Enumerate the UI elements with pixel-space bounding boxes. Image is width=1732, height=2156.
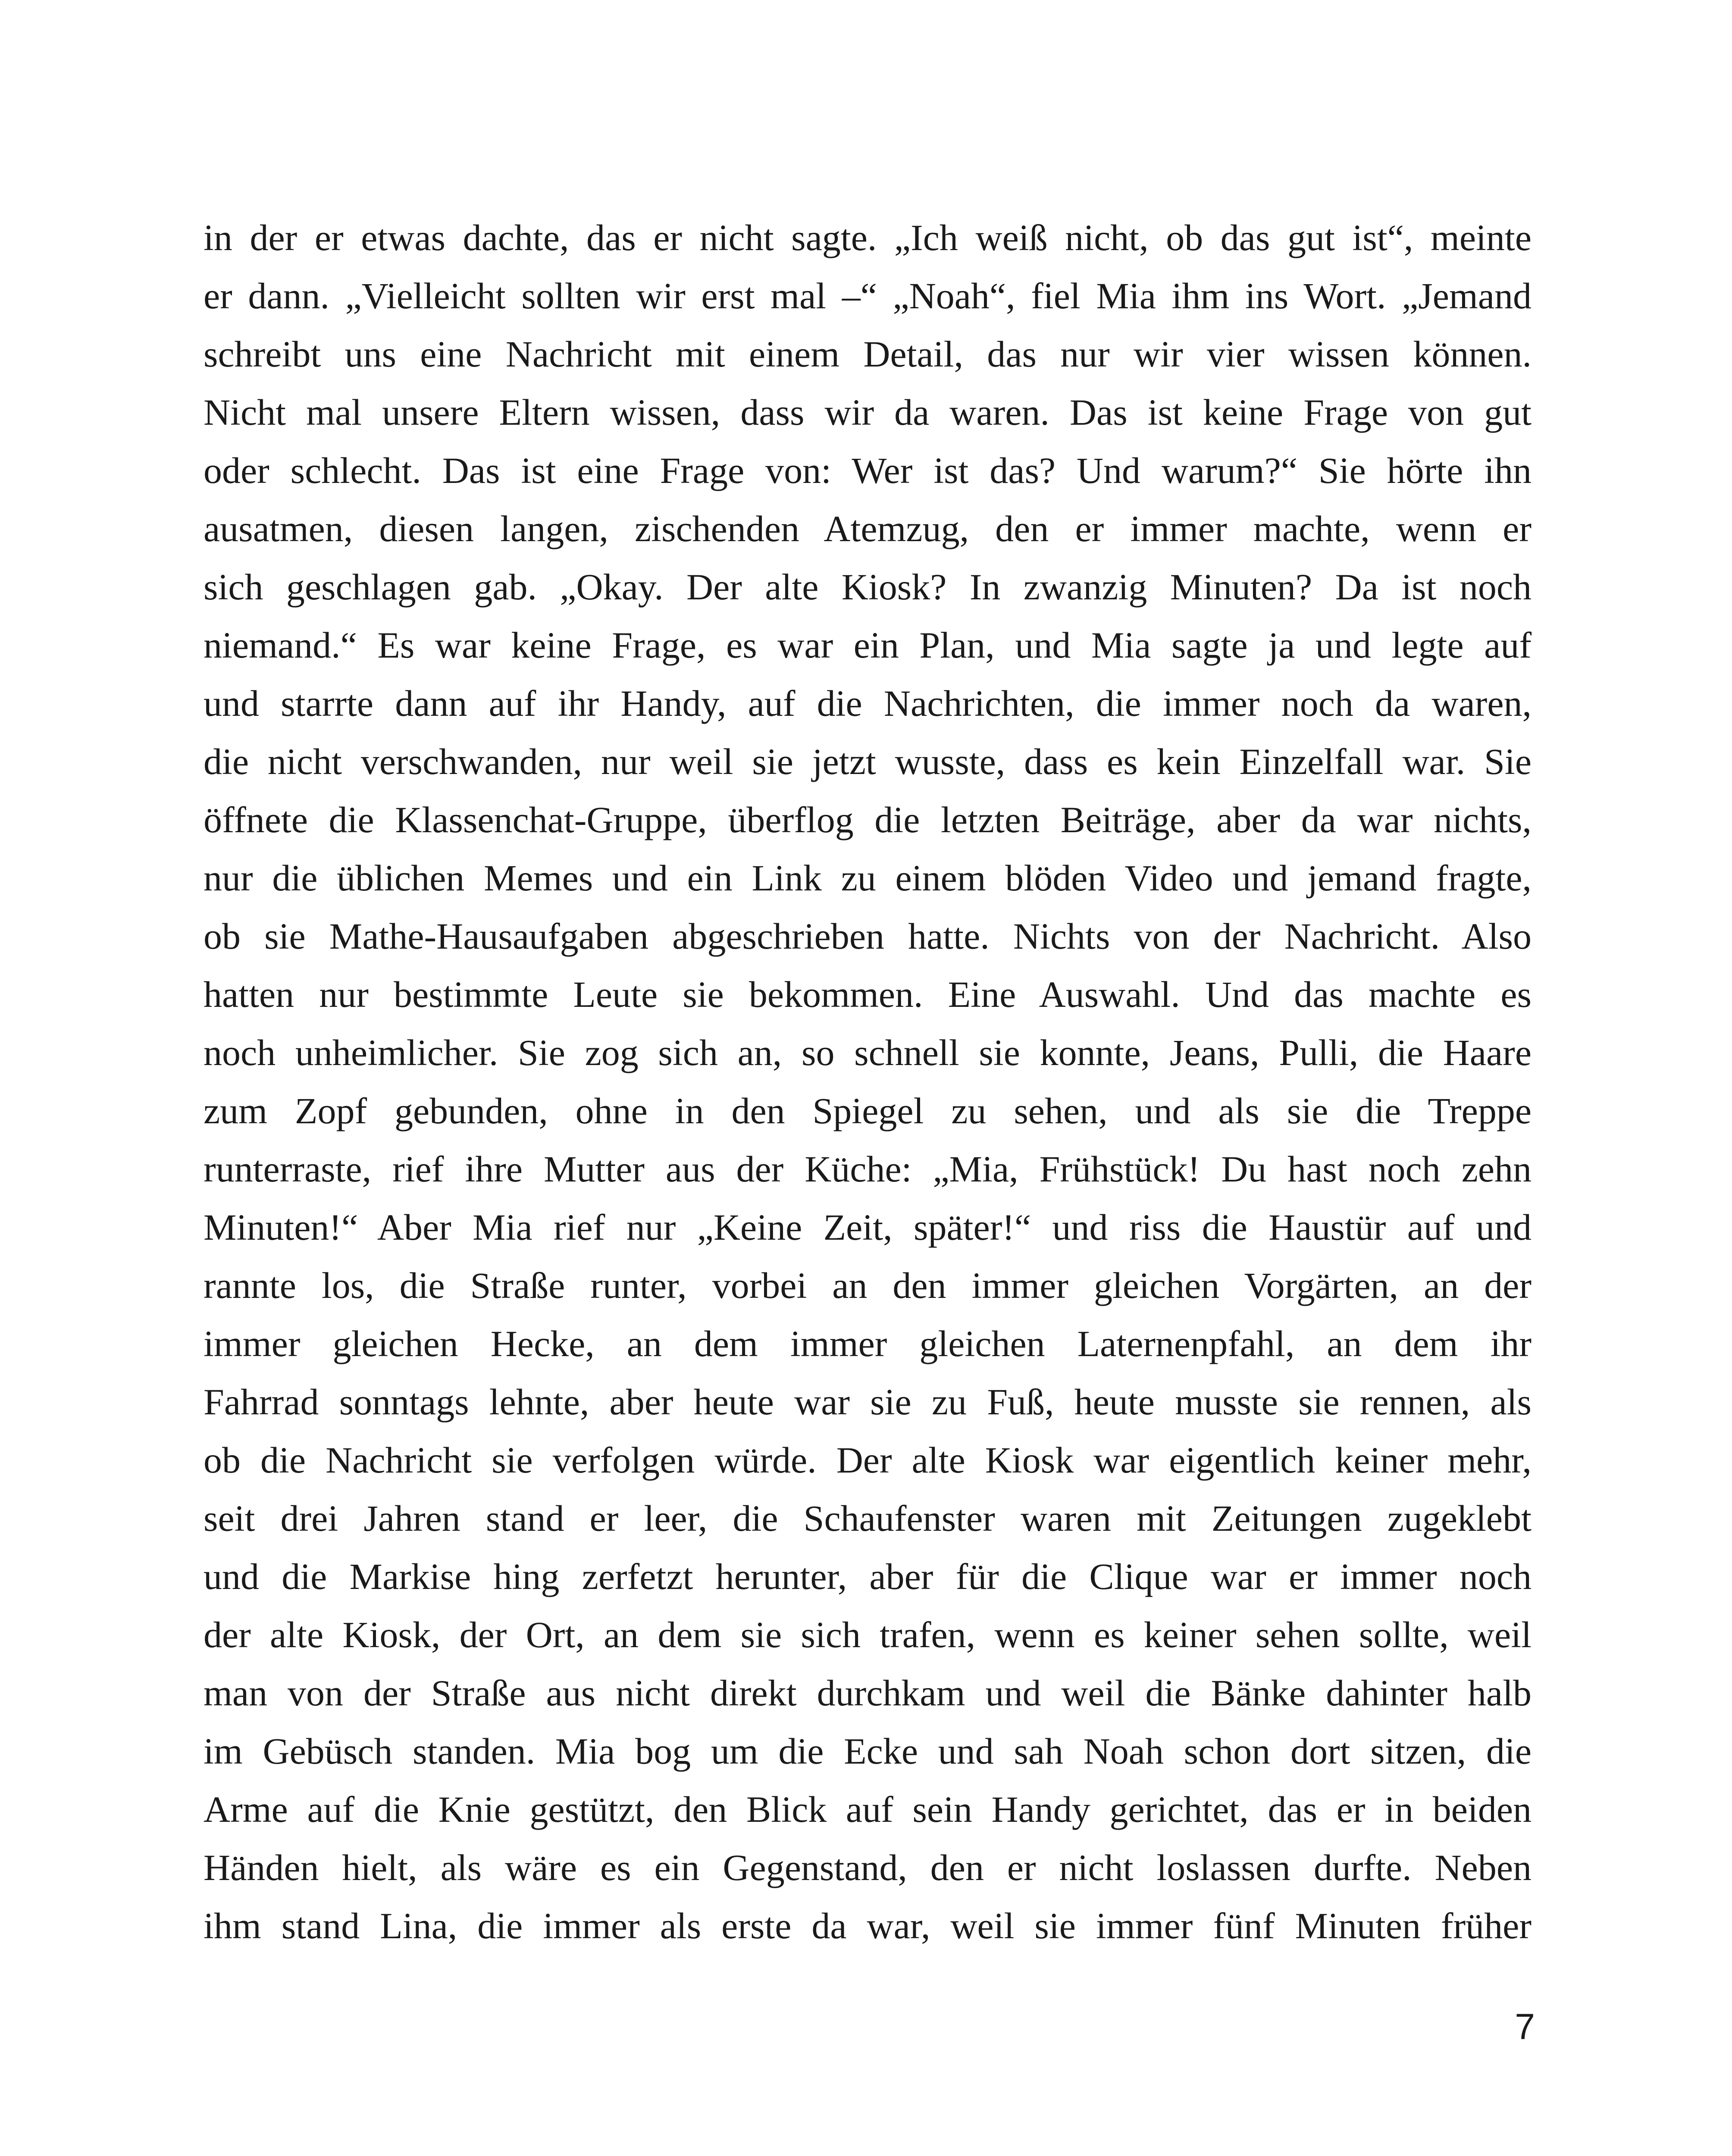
text-line: nur die üblichen Memes und ein Link zu einem blöden Video und jemand fragte,: [204, 857, 1532, 899]
text-line: der alte Kiosk, der Ort, an dem sie sich trafen, wenn es keiner sehen sollte, weil: [204, 1614, 1532, 1655]
text-line: ob sie Mathe-Hausaufgaben abgeschrieben hatte. Nichts von der Nachricht. Also: [204, 915, 1532, 957]
text-line: öffnete die Klassenchat-Gruppe, überflog die letzten Beiträge, aber da war nichts,: [204, 799, 1532, 840]
text-line: ihm stand Lina, die immer als erste da war, weil sie immer fünf Minuten früher: [204, 1905, 1532, 1946]
text-line: hatten nur bestimmte Leute sie bekommen. Eine Auswahl. Und das machte es: [204, 974, 1532, 1015]
text-line: ob die Nachricht sie verfolgen würde. Der alte Kiosk war eigentlich keiner mehr,: [204, 1439, 1532, 1481]
text-line: man von der Straße aus nicht direkt durchkam und weil die Bänke dahinter halb: [204, 1672, 1532, 1714]
text-line: Händen hielt, als wäre es ein Gegenstand, den er nicht loslassen durfte. Neben: [204, 1847, 1532, 1888]
text-line: noch unheimlicher. Sie zog sich an, so schnell sie konnte, Jeans, Pulli, die Haare: [204, 1032, 1532, 1073]
text-line: Fahrrad sonntags lehnte, aber heute war sie zu Fuß, heute musste sie rennen, als: [204, 1381, 1532, 1423]
text-line: Minuten!“ Aber Mia rief nur „Keine Zeit, später!“ und riss die Haustür auf und: [204, 1206, 1532, 1248]
text-line: die nicht verschwanden, nur weil sie jetzt wusste, dass es kein Einzelfall war. Sie: [204, 741, 1532, 782]
text-line: zum Zopf gebunden, ohne in den Spiegel zu sehen, und als sie die Treppe: [204, 1090, 1532, 1131]
text-line: Arme auf die Knie gestützt, den Blick auf sein Handy gerichtet, das er in beiden: [204, 1789, 1532, 1830]
text-line: immer gleichen Hecke, an dem immer gleichen Laternenpfahl, an dem ihr: [204, 1323, 1532, 1364]
text-line: seit drei Jahren stand er leer, die Schaufenster waren mit Zeitungen zugeklebt: [204, 1498, 1532, 1539]
text-line: ausatmen, diesen langen, zischenden Atemzug, den er immer machte, wenn er: [204, 508, 1532, 549]
body-text: [204, 209, 1532, 1955]
text-line: rannte los, die Straße runter, vorbei an den immer gleichen Vorgärten, an der: [204, 1265, 1532, 1306]
text-line: Nicht mal unsere Eltern wissen, dass wir da waren. Das ist keine Frage von gut: [204, 392, 1532, 433]
page-number: 7: [1515, 2006, 1535, 2047]
text-line: im Gebüsch standen. Mia bog um die Ecke und sah Noah schon dort sitzen, die: [204, 1730, 1532, 1772]
text-line: niemand.“ Es war keine Frage, es war ein Plan, und Mia sagte ja und legte auf: [204, 624, 1532, 666]
text-line: sich geschlagen gab. „Okay. Der alte Kiosk? In zwanzig Minuten? Da ist noch: [204, 566, 1532, 608]
text-line: er dann. „Vielleicht sollten wir erst mal –“ „Noah“, fiel Mia ihm ins Wort. „Jemand: [204, 275, 1532, 317]
text-line: in der er etwas dachte, das er nicht sagte. „Ich weiß nicht, ob das gut ist“, meinte: [204, 217, 1532, 258]
text-line: schreibt uns eine Nachricht mit einem Detail, das nur wir vier wissen können.: [204, 333, 1532, 375]
text-line: und starrte dann auf ihr Handy, auf die Nachrichten, die immer noch da waren,: [204, 683, 1532, 724]
text-line: oder schlecht. Das ist eine Frage von: Wer ist das? Und warum?“ Sie hörte ihn: [204, 450, 1532, 491]
text-line: runterraste, rief ihre Mutter aus der Küche: „Mia, Frühstück! Du hast noch zehn: [204, 1148, 1532, 1190]
text-line: und die Markise hing zerfetzt herunter, aber für die Clique war er immer noch: [204, 1556, 1532, 1597]
